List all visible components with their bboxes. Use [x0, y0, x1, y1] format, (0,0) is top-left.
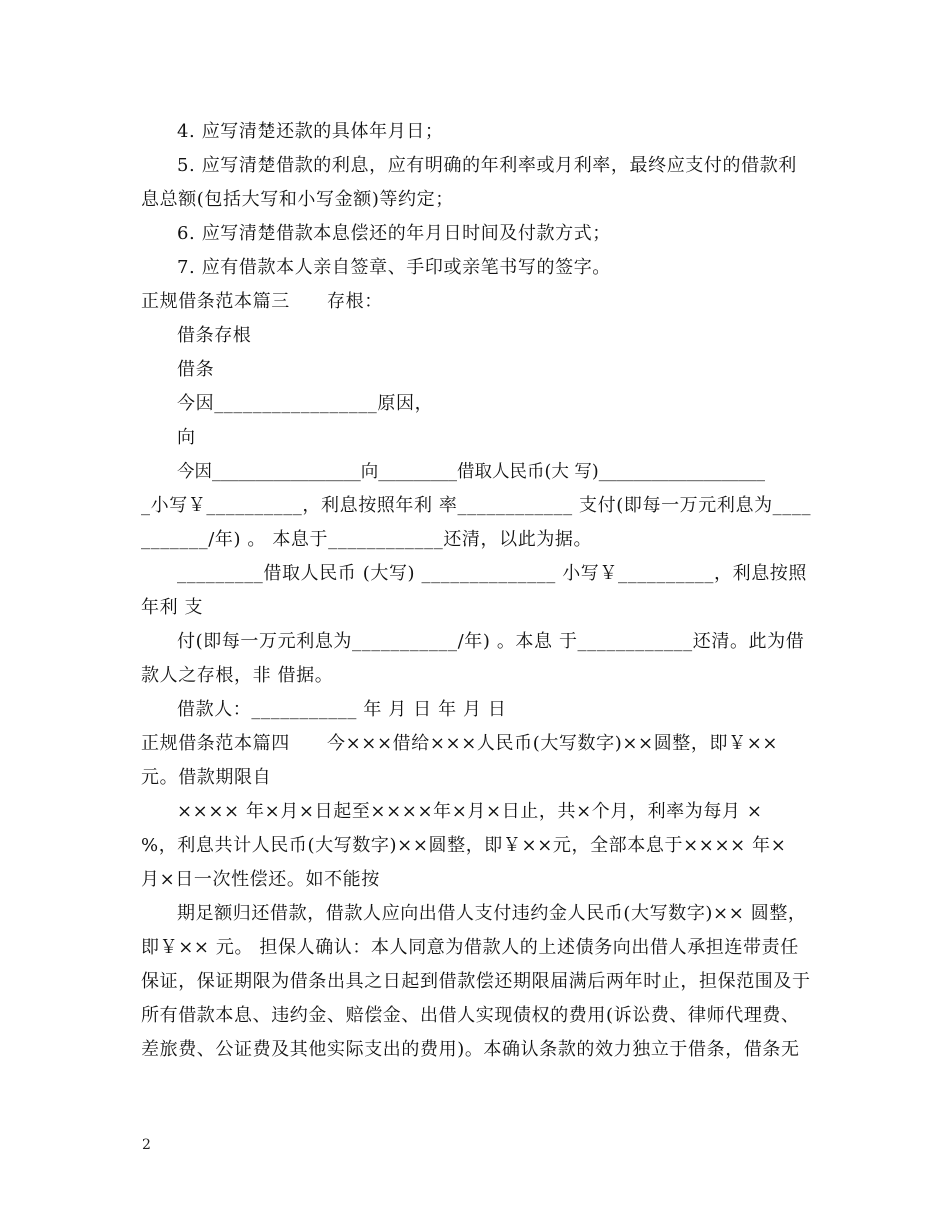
text-line: 年利 支 [141, 597, 204, 618]
text-line: 4. 应写清楚还款的具体年月日； [177, 121, 444, 142]
text-line: _小写￥__________，利息按照年利 率____________ 支付(即每一万元利息为____ [141, 495, 812, 516]
text-line: 借条 [177, 359, 215, 380]
text-line: 即￥×× 元。 担保人确认：本人同意为借款人的上述债务向出借人承担连带责任 [141, 937, 799, 958]
signature-line: 借款人：___________ 年 月 日 年 月 日 [177, 699, 507, 720]
section-heading: 正规借条范本篇四 今×××借给×××人民币(大写数字)××圆整，即￥×× [141, 733, 779, 754]
text-line: %，利息共计人民币(大写数字)××圆整，即￥××元，全部本息于×××× 年× [141, 835, 787, 856]
text-line: 向 [177, 427, 196, 448]
text-line: 7. 应有借款本人亲自签章、手印或亲笔书写的签字。 [177, 257, 611, 278]
page-number: 2 [142, 1137, 151, 1153]
text-line: 6. 应写清楚借款本息偿还的年月日时间及付款方式； [177, 223, 611, 244]
text-line: 息总额(包括大写和小写金额)等约定； [141, 189, 454, 210]
text-line: 期足额归还借款，借款人应向出借人支付违约金人民币(大写数字)×× 圆整， [177, 903, 807, 924]
text-line: _________借取人民币 (大写) ______________ 小写￥__________，利息按照 [177, 563, 808, 584]
text-line: ×××× 年×月×日起至××××年×月×日止，共×个月，利率为每月 × [177, 801, 763, 822]
text-line: _______/年) 。 本息于____________还清，以此为据。 [141, 529, 593, 550]
text-line: 借条存根 [177, 325, 252, 346]
text-line: 今因_________________向_________借取人民币(大 写)___________________ [177, 462, 765, 482]
text-line: 元。借款期限自 [141, 767, 272, 788]
text-line: 5. 应写清楚借款的利息，应有明确的年利率或月利率，最终应支付的借款利 [177, 155, 797, 176]
text-line: 差旅费、公证费及其他实际支出的费用)。本确认条款的效力独立于借条，借条无 [141, 1039, 800, 1060]
text-line: 款人之存根，非 借据。 [141, 665, 334, 686]
text-line: 月×日一次性偿还。如不能按 [141, 869, 380, 890]
text-line: 今因_________________原因， [177, 393, 434, 414]
text-line: 所有借款本息、违约金、赔偿金、出借人实现债权的费用(诉讼费、律师代理费、 [141, 1005, 800, 1026]
text-line: 保证，保证期限为借条出具之日起到借款偿还期限届满后两年时止，担保范围及于 [141, 971, 811, 992]
section-heading: 正规借条范本篇三 存根： [141, 291, 383, 312]
text-line: 付(即每一万元利息为___________/年) 。本息 于____________还清。此为借 [177, 631, 805, 652]
